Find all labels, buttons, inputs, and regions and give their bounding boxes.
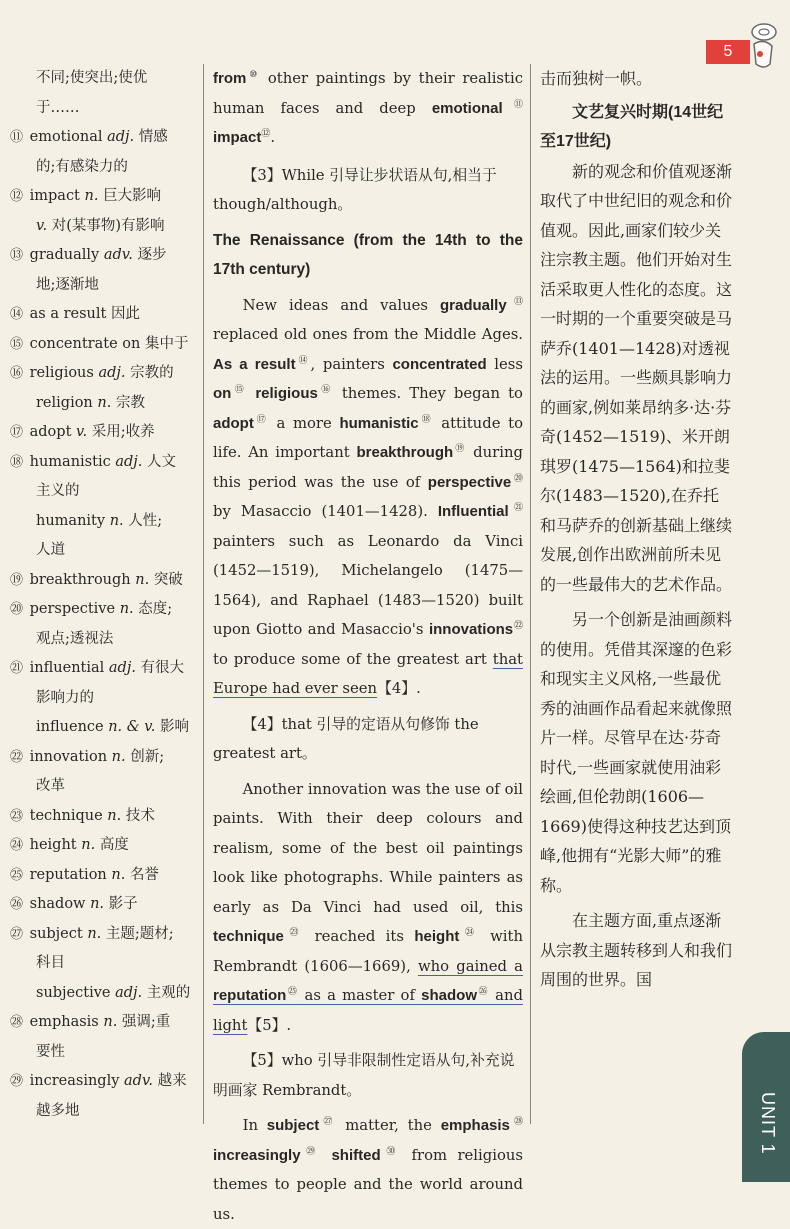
glossary-line: ⑮ concentrate on 集中于 (10, 335, 189, 352)
glossary-line: ㉑ influential adj. 有很大 (10, 660, 185, 676)
glossary-line: humanity n. 人性; (36, 512, 163, 529)
column-divider-right (530, 64, 531, 1124)
underlined-clause: who gained a reputation$^㉕$ as a master of shadow$^㉖$ and light (213, 957, 524, 1034)
glossary-line: 人道 (36, 542, 65, 558)
glossary-line: ⑱ humanistic adj. 人文 (10, 453, 176, 470)
glossary-line: 的;有感染力的 (36, 158, 128, 175)
english-reading-text (213, 64, 523, 1229)
glossary-line: ㉓ technique n. 技术 (10, 807, 155, 824)
glossary-line: subjective adj. 主观的 (36, 984, 191, 1001)
grammar-note-5: 【5】who 引导非限制性定语从句,补充说明画家 Rembrandt。 (213, 1052, 515, 1099)
glossary-line: ⑯ religious adj. 宗教的 (10, 365, 174, 381)
glossary-line: ㉙ increasingly adv. 越来 (10, 1073, 187, 1089)
translation-continued: 击而独树一帜。 (540, 69, 653, 88)
glossary-line: v. 对(某事物)有影响 (36, 217, 165, 234)
glossary-line: ⑬ gradually adv. 逐步 (10, 247, 167, 263)
grammar-note-4: 【4】that 引导的定语从句修饰 the greatest art。 (213, 715, 479, 762)
translation-paragraph-1: 新的观念和价值观逐渐取代了中世纪旧的观念和价值观。因此,画家们较少关注宗教主题。他们开始对生活采取更人性化的态度。这一时期的一个重要突破是马萨乔(1401—1428)对透视法的运用。一些颇具影响力的画家,例如莱昂纳多·达·芬奇(1452—1519)、米开朗琪罗(1475—1564)和拉斐尔(1483—1520),在乔托和马萨乔的创新基础上继续发展,创作出欧洲前所未见的一些最伟大的艺术作品。 (540, 161, 733, 594)
glossary-line: ㉖ shadow n. 影子 (10, 896, 138, 912)
glossary-line: 主义的 (36, 483, 80, 499)
vocabulary-glossary (10, 64, 196, 1126)
page-number-badge: 5 (706, 40, 750, 64)
glossary-line: 改革 (36, 778, 65, 794)
glossary-line: 地;逐渐地 (36, 276, 99, 293)
glossary-line: 于…… (36, 99, 80, 116)
column-divider-left (203, 64, 204, 1124)
glossary-line: ㉔ height n. 高度 (10, 837, 129, 853)
translation-paragraph-3: 在主题方面,重点逐渐从宗教主题转移到人和我们周围的世界。国 (540, 911, 733, 989)
glossary-line: ⑰ adopt v. 采用;收养 (10, 424, 155, 440)
glossary-line: ㉒ innovation n. 创新; (10, 748, 165, 765)
glossary-line: ⑭ as a result 因此 (10, 306, 140, 322)
glossary-line: ㉘ emphasis n. 强调;重 (10, 1014, 171, 1030)
translation-heading: 文艺复兴时期(14世纪至17世纪) (540, 103, 724, 150)
glossary-line: ⑳ perspective n. 态度; (10, 601, 173, 617)
glossary-line: ⑪ emotional adj. 情感 (10, 129, 168, 145)
chinese-translation (540, 64, 734, 995)
glossary-line: ㉕ reputation n. 名誉 (10, 866, 159, 883)
glossary-line: 观点;透视法 (36, 630, 114, 647)
glossary-line: 要性 (36, 1043, 65, 1060)
grammar-note-3: 【3】While 引导让步状语从句,相当于 though/although。 (213, 166, 497, 213)
glossary-line: 越多地 (36, 1102, 80, 1119)
paragraph-oil-paints: Another innovation was the use of oil paints. With their deep colours and realism, some of the best oil paintings look like photographs. While painters as early as Da Vinci had used oil, this technique$^㉓$ reached its height$^㉔$ with Rembrandt (1606—1669), who gained a reputation$^㉕$ as a master of shadow$^㉖$ and light【5】. (213, 780, 524, 1034)
glossary-line: ⑲ breakthrough n. 突破 (10, 571, 183, 588)
glossary-line: 不同;使突出;使优 (36, 70, 148, 86)
glossary-line: 科目 (36, 955, 65, 971)
glossary-line: ㉗ subject n. 主题;题材; (10, 925, 174, 942)
glossary-line: 影响力的 (36, 689, 94, 706)
underlined-clause: that Europe had ever seen (213, 650, 523, 697)
translation-paragraph-2: 另一个创新是油画颜料的使用。凭借其深邃的色彩和现实主义风格,一些最优秀的油画作品看起来就像照片一样。尽管早在达·芬奇时代,一些画家就使用油彩绘画,但伦勃朗(1606—1669)使得这种技艺达到顶峰,他拥有“光影大师”的雅称。 (540, 610, 733, 895)
glossary-line: influence n. & v. 影响 (36, 719, 189, 735)
unit-tab: UNIT 1 (742, 1032, 790, 1182)
paragraph-continued: from⑩ other paintings by their realistic human faces and deep emotional⑪ impact⑫. (213, 70, 523, 146)
paragraph-subject-matter: In subject$^㉗$ matter, the emphasis$^㉘$ increasingly$^㉙$ shifted$^㉚$ from religious themes to people and the world around us. (213, 1117, 523, 1223)
glossary-line: ⑫ impact n. 巨大影响 (10, 188, 162, 204)
glossary-line: religion n. 宗教 (36, 394, 145, 411)
paragraph-renaissance: New ideas and values gradually⑬ replaced old ones from the Middle Ages. As a result⑭, painters concentrated less on⑮ religious⑯ themes. They began to adopt⑰ a more humanistic⑱ attitude to life. An important breakthrough⑲ during this period was the use of perspective⑳ by Masaccio (1401—1428). Influential$^㉑$ painters such as Leonardo da Vinci (1452—1519), Michelangelo (1475—1564), and Raphael (1483—1520) built upon Giotto and Masaccio's innovations$^㉒$ to produce some of the greatest art that Europe had ever seen【4】. (213, 296, 523, 697)
section-heading-renaissance: The Renaissance (from the 14th to the 17th century) (213, 231, 523, 278)
